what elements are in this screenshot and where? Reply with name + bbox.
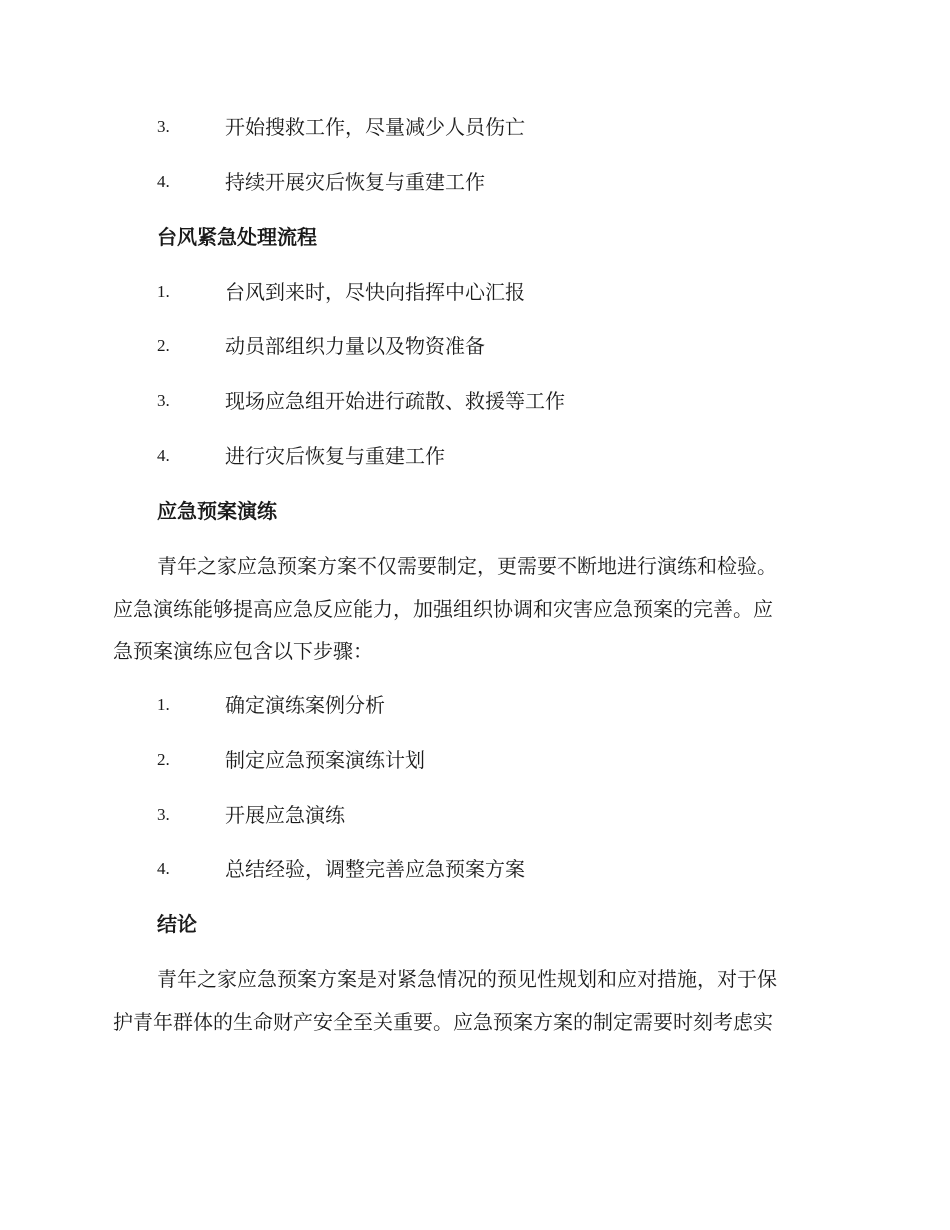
paragraph-line: 青年之家应急预案方案不仅需要制定，更需要不断地进行演练和检验。	[157, 554, 777, 578]
paragraph-line: 青年之家应急预案方案是对紧急情况的预见性规划和应对措施，对于保	[157, 967, 777, 991]
list-number: 3.	[157, 805, 170, 824]
paragraph-line: 护青年群体的生命财产安全至关重要。应急预案方案的制定需要时刻考虑实	[113, 1010, 773, 1034]
list-text: 持续开展灾后恢复与重建工作	[225, 170, 485, 194]
list-item	[0, 798, 950, 832]
list-number: 3.	[157, 391, 170, 410]
list-number: 4.	[157, 859, 170, 878]
section-heading-drill: 应急预案演练	[157, 499, 277, 523]
list-text: 开展应急演练	[225, 803, 345, 827]
list-number: 1.	[157, 695, 170, 714]
list-number: 2.	[157, 750, 170, 769]
list-number: 1.	[157, 282, 170, 301]
list-item	[0, 165, 950, 199]
list-number: 4.	[157, 446, 170, 465]
list-item	[0, 384, 950, 418]
section-heading-typhoon: 台风紧急处理流程	[157, 225, 317, 249]
list-text: 现场应急组开始进行疏散、救援等工作	[225, 389, 565, 413]
list-item	[0, 852, 950, 886]
list-number: 3.	[157, 117, 170, 136]
list-text: 总结经验，调整完善应急预案方案	[225, 857, 525, 881]
list-text: 制定应急预案演练计划	[225, 748, 425, 772]
list-text: 进行灾后恢复与重建工作	[225, 444, 445, 468]
list-text: 动员部组织力量以及物资准备	[225, 334, 485, 358]
list-item	[0, 688, 950, 722]
list-item	[0, 743, 950, 777]
list-text: 确定演练案例分析	[225, 693, 385, 717]
list-text: 开始搜救工作，尽量减少人员伤亡	[225, 115, 525, 139]
list-item	[0, 439, 950, 473]
list-item	[0, 275, 950, 309]
list-item	[0, 329, 950, 363]
list-text: 台风到来时，尽快向指挥中心汇报	[225, 280, 525, 304]
list-item	[0, 110, 950, 144]
section-heading-conclusion: 结论	[157, 912, 197, 936]
list-number: 4.	[157, 172, 170, 191]
paragraph-line: 应急演练能够提高应急反应能力，加强组织协调和灾害应急预案的完善。应	[113, 597, 773, 621]
list-number: 2.	[157, 336, 170, 355]
paragraph-line: 急预案演练应包含以下步骤：	[113, 639, 373, 663]
